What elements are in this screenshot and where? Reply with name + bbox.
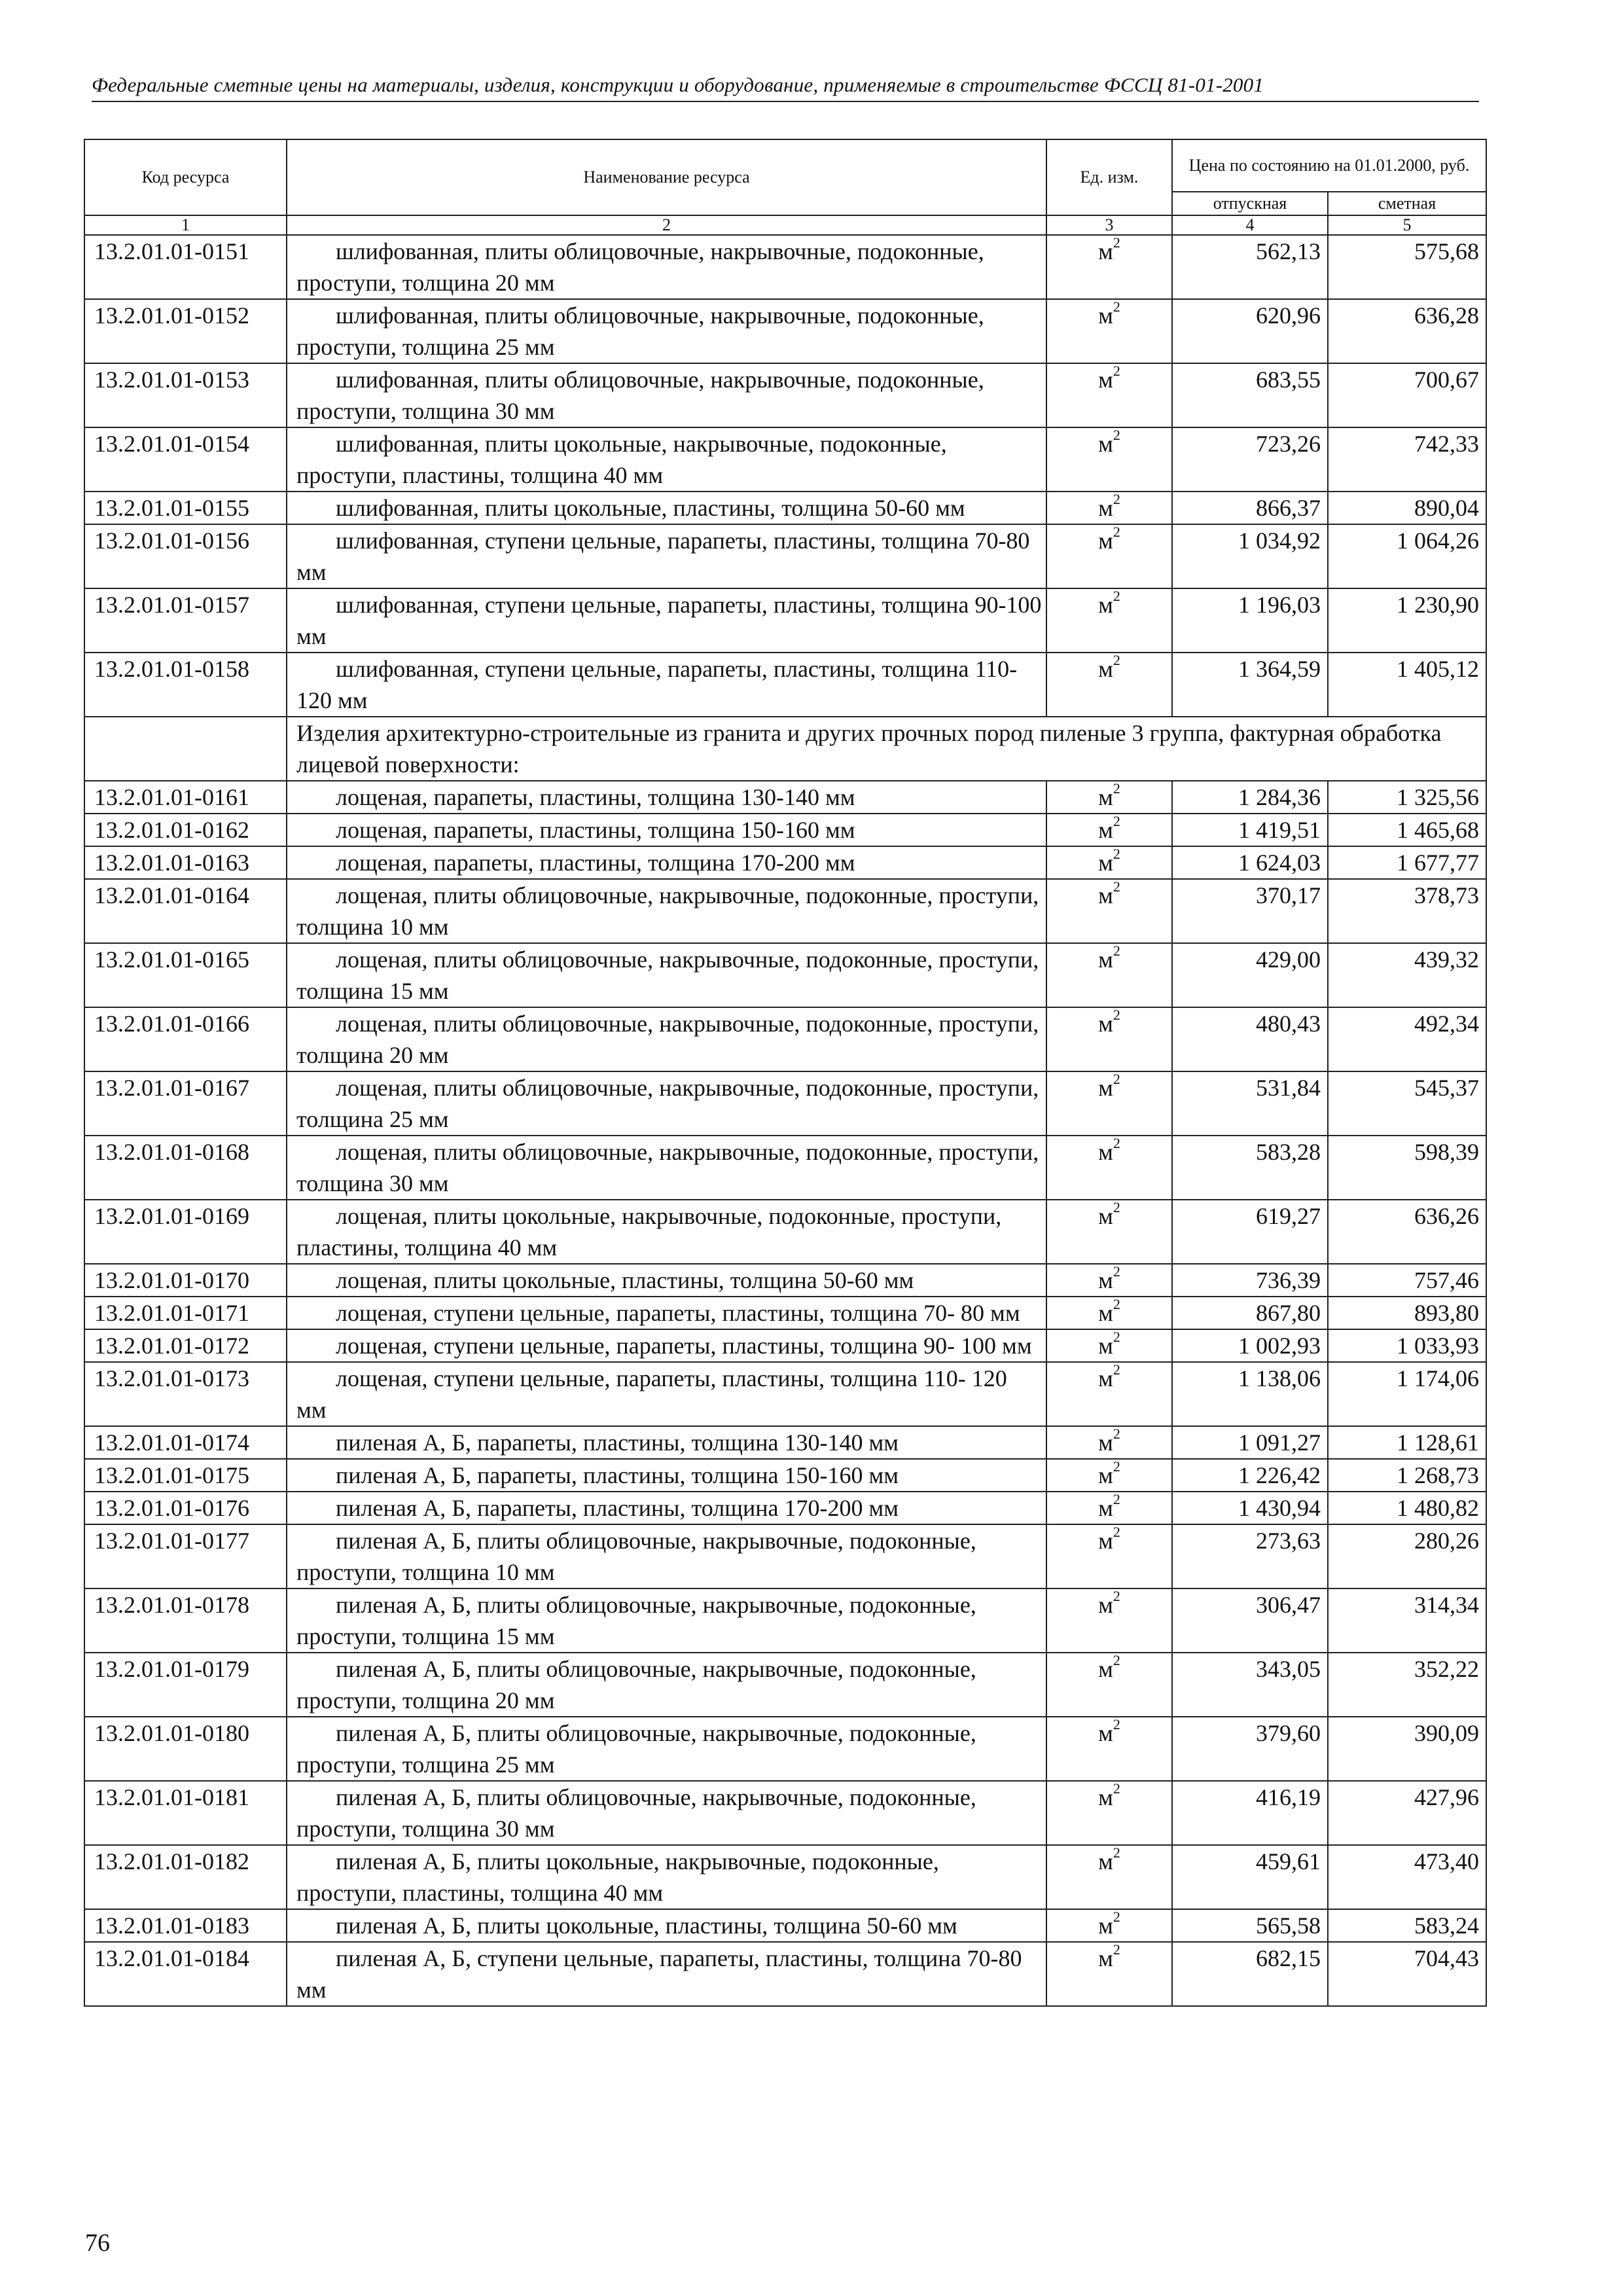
resource-name: лощеная, ступени цельные, парапеты, пластины, толщина 90- 100 мм	[287, 1329, 1046, 1362]
release-price: 619,27	[1172, 1200, 1328, 1264]
unit-cell	[1046, 1909, 1172, 1942]
unit-base: м	[1098, 882, 1113, 908]
resource-code: 13.2.01.01-0184	[84, 1942, 287, 2006]
col-number: 5	[1328, 215, 1486, 235]
resource-code: 13.2.01.01-0158	[84, 653, 287, 717]
unit-cell	[1046, 1200, 1172, 1264]
resource-name: пиленая А, Б, плиты облицовочные, накрывочные, подоконные, проступи, толщина 30 мм	[287, 1781, 1046, 1845]
resource-code: 13.2.01.01-0174	[84, 1426, 287, 1459]
table-row	[84, 1909, 1486, 1942]
resource-name: лощеная, парапеты, пластины, толщина 150-160 мм	[287, 814, 1046, 846]
resource-name: пиленая А, Б, парапеты, пластины, толщина 170-200 мм	[287, 1492, 1046, 1524]
col-header-code: Код ресурса	[84, 139, 287, 215]
unit-exponent: 2	[1113, 1426, 1120, 1442]
table-row	[84, 1524, 1486, 1588]
unit-exponent: 2	[1113, 588, 1120, 604]
resource-code: 13.2.01.01-0182	[84, 1845, 287, 1909]
section-code-cell	[84, 717, 287, 781]
table-row	[84, 1071, 1486, 1136]
table-row	[84, 1717, 1486, 1781]
table-row	[84, 943, 1486, 1007]
col-header-estimate: сметная	[1328, 192, 1486, 215]
resource-code: 13.2.01.01-0155	[84, 492, 287, 524]
unit-base: м	[1098, 431, 1113, 457]
estimate-price: 280,26	[1328, 1524, 1486, 1588]
resource-code: 13.2.01.01-0179	[84, 1653, 287, 1717]
resource-name: пиленая А, Б, плиты цокольные, накрывочные, подоконные, проступи, пластины, толщина 40 мм	[287, 1845, 1046, 1909]
estimate-price: 636,26	[1328, 1200, 1486, 1264]
resource-code: 13.2.01.01-0161	[84, 781, 287, 814]
release-price: 562,13	[1172, 235, 1328, 299]
estimate-price: 1 405,12	[1328, 653, 1486, 717]
unit-base: м	[1098, 946, 1113, 973]
release-price: 480,43	[1172, 1007, 1328, 1071]
release-price: 531,84	[1172, 1071, 1328, 1136]
estimate-price: 1 325,56	[1328, 781, 1486, 814]
resource-code: 13.2.01.01-0165	[84, 943, 287, 1007]
unit-exponent: 2	[1113, 1361, 1120, 1378]
resource-code: 13.2.01.01-0176	[84, 1492, 287, 1524]
unit-cell	[1046, 524, 1172, 588]
unit-exponent: 2	[1113, 1458, 1120, 1475]
resource-code: 13.2.01.01-0151	[84, 235, 287, 299]
unit-cell	[1046, 1362, 1172, 1426]
resource-name: лощеная, парапеты, пластины, толщина 130-140 мм	[287, 781, 1046, 814]
unit-cell	[1046, 363, 1172, 427]
release-price: 273,63	[1172, 1524, 1328, 1588]
table-row	[84, 1942, 1486, 2006]
section-row	[84, 717, 1486, 781]
unit-exponent: 2	[1113, 427, 1120, 443]
table-row	[84, 363, 1486, 427]
release-price: 1 002,93	[1172, 1329, 1328, 1362]
unit-cell	[1046, 943, 1172, 1007]
unit-cell	[1046, 814, 1172, 846]
estimate-price: 473,40	[1328, 1845, 1486, 1909]
unit-base: м	[1098, 1912, 1113, 1939]
estimate-price: 1 677,77	[1328, 846, 1486, 879]
table-row	[84, 1459, 1486, 1492]
unit-base: м	[1098, 850, 1113, 876]
unit-base: м	[1098, 367, 1113, 393]
unit-cell	[1046, 653, 1172, 717]
unit-cell	[1046, 1329, 1172, 1362]
estimate-price: 598,39	[1328, 1136, 1486, 1200]
resource-code: 13.2.01.01-0175	[84, 1459, 287, 1492]
estimate-price: 890,04	[1328, 492, 1486, 524]
unit-base: м	[1098, 1656, 1113, 1682]
unit-exponent: 2	[1113, 1329, 1120, 1345]
unit-exponent: 2	[1113, 1716, 1120, 1732]
unit-base: м	[1098, 495, 1113, 521]
unit-exponent: 2	[1113, 1296, 1120, 1312]
resource-code: 13.2.01.01-0169	[84, 1200, 287, 1264]
unit-cell	[1046, 1136, 1172, 1200]
unit-exponent: 2	[1113, 813, 1120, 829]
col-number: 3	[1046, 215, 1172, 235]
estimate-price: 636,28	[1328, 299, 1486, 363]
table-row	[84, 879, 1486, 943]
release-price: 1 091,27	[1172, 1426, 1328, 1459]
resource-code: 13.2.01.01-0180	[84, 1717, 287, 1781]
unit-exponent: 2	[1113, 363, 1120, 379]
resource-code: 13.2.01.01-0167	[84, 1071, 287, 1136]
resource-code: 13.2.01.01-0163	[84, 846, 287, 879]
estimate-price: 1 174,06	[1328, 1362, 1486, 1426]
resource-name: лощеная, плиты цокольные, пластины, толщина 50-60 мм	[287, 1264, 1046, 1297]
estimate-price: 427,96	[1328, 1781, 1486, 1845]
unit-base: м	[1098, 528, 1113, 554]
resource-code: 13.2.01.01-0156	[84, 524, 287, 588]
resource-name: пиленая А, Б, парапеты, пластины, толщина 150-160 мм	[287, 1459, 1046, 1492]
estimate-price: 352,22	[1328, 1653, 1486, 1717]
resource-name: пиленая А, Б, плиты цокольные, пластины, толщина 50-60 мм	[287, 1909, 1046, 1942]
unit-base: м	[1098, 817, 1113, 843]
unit-base: м	[1098, 302, 1113, 329]
unit-cell	[1046, 1588, 1172, 1653]
release-price: 867,80	[1172, 1297, 1328, 1329]
unit-exponent: 2	[1113, 1199, 1120, 1215]
resource-code: 13.2.01.01-0177	[84, 1524, 287, 1588]
unit-exponent: 2	[1113, 878, 1120, 895]
table-row	[84, 653, 1486, 717]
release-price: 1 226,42	[1172, 1459, 1328, 1492]
release-price: 416,19	[1172, 1781, 1328, 1845]
table-row	[84, 1136, 1486, 1200]
resource-name: лощеная, плиты цокольные, накрывочные, подоконные, проступи, пластины, толщина 40 мм	[287, 1200, 1046, 1264]
unit-cell	[1046, 235, 1172, 299]
unit-cell	[1046, 1492, 1172, 1524]
resource-code: 13.2.01.01-0162	[84, 814, 287, 846]
release-price: 583,28	[1172, 1136, 1328, 1200]
table-row	[84, 1492, 1486, 1524]
unit-cell	[1046, 1942, 1172, 2006]
estimate-price: 893,80	[1328, 1297, 1486, 1329]
table-row	[84, 1588, 1486, 1653]
unit-base: м	[1098, 1784, 1113, 1810]
resource-code: 13.2.01.01-0170	[84, 1264, 287, 1297]
unit-cell	[1046, 492, 1172, 524]
unit-base: м	[1098, 1139, 1113, 1165]
unit-exponent: 2	[1113, 1263, 1120, 1280]
col-number: 4	[1172, 215, 1328, 235]
unit-base: м	[1098, 1592, 1113, 1618]
estimate-price: 439,32	[1328, 943, 1486, 1007]
unit-base: м	[1098, 238, 1113, 264]
estimate-price: 575,68	[1328, 235, 1486, 299]
unit-exponent: 2	[1113, 1941, 1120, 1958]
resource-code: 13.2.01.01-0171	[84, 1297, 287, 1329]
resource-code: 13.2.01.01-0153	[84, 363, 287, 427]
estimate-price: 1 128,61	[1328, 1426, 1486, 1459]
unit-exponent: 2	[1113, 1780, 1120, 1797]
unit-base: м	[1098, 1267, 1113, 1293]
unit-cell	[1046, 1264, 1172, 1297]
col-number: 2	[287, 215, 1046, 235]
release-price: 866,37	[1172, 492, 1328, 524]
estimate-price: 757,46	[1328, 1264, 1486, 1297]
estimate-price: 1 465,68	[1328, 814, 1486, 846]
resource-name: шлифованная, плиты цокольные, накрывочные, подоконные, проступи, пластины, толщина 40 мм	[287, 427, 1046, 492]
release-price: 1 284,36	[1172, 781, 1328, 814]
table-row	[84, 524, 1486, 588]
unit-exponent: 2	[1113, 652, 1120, 668]
section-title: Изделия архитектурно-строительные из гранита и других прочных пород пиленые 3 группа, фактурная обработка лицевой поверхности:	[287, 717, 1486, 781]
release-price: 306,47	[1172, 1588, 1328, 1653]
table-row	[84, 1200, 1486, 1264]
table-row	[84, 1362, 1486, 1426]
resource-code: 13.2.01.01-0173	[84, 1362, 287, 1426]
resource-code: 13.2.01.01-0166	[84, 1007, 287, 1071]
estimate-price: 742,33	[1328, 427, 1486, 492]
unit-cell	[1046, 1007, 1172, 1071]
table-row	[84, 299, 1486, 363]
unit-exponent: 2	[1113, 234, 1120, 251]
price-table	[84, 139, 1487, 2007]
table-row	[84, 1007, 1486, 1071]
release-price: 683,55	[1172, 363, 1328, 427]
estimate-price: 545,37	[1328, 1071, 1486, 1136]
table-row	[84, 781, 1486, 814]
table-row	[84, 1845, 1486, 1909]
resource-name: шлифованная, ступени цельные, парапеты, пластины, толщина 110-120 мм	[287, 653, 1046, 717]
table-row	[84, 1297, 1486, 1329]
resource-code: 13.2.01.01-0181	[84, 1781, 287, 1845]
table-row	[84, 235, 1486, 299]
estimate-price: 1 033,93	[1328, 1329, 1486, 1362]
unit-cell	[1046, 1717, 1172, 1781]
release-price: 1 419,51	[1172, 814, 1328, 846]
resource-name: пиленая А, Б, ступени цельные, парапеты, пластины, толщина 70-80 мм	[287, 1942, 1046, 2006]
col-header-unit: Ед. изм.	[1046, 139, 1172, 215]
unit-cell	[1046, 1297, 1172, 1329]
unit-base: м	[1098, 1528, 1113, 1554]
resource-name: лощеная, ступени цельные, парапеты, пластины, толщина 110- 120 мм	[287, 1362, 1046, 1426]
table-row	[84, 588, 1486, 653]
unit-base: м	[1098, 1365, 1113, 1391]
release-price: 429,00	[1172, 943, 1328, 1007]
resource-name: пиленая А, Б, парапеты, пластины, толщина 130-140 мм	[287, 1426, 1046, 1459]
unit-base: м	[1098, 1333, 1113, 1359]
release-price: 1 138,06	[1172, 1362, 1328, 1426]
table-row	[84, 492, 1486, 524]
release-price: 682,15	[1172, 1942, 1328, 2006]
resource-code: 13.2.01.01-0152	[84, 299, 287, 363]
table-row	[84, 814, 1486, 846]
resource-code: 13.2.01.01-0172	[84, 1329, 287, 1362]
unit-cell	[1046, 1071, 1172, 1136]
unit-exponent: 2	[1113, 846, 1120, 862]
estimate-price: 583,24	[1328, 1909, 1486, 1942]
release-price: 459,61	[1172, 1845, 1328, 1909]
estimate-price: 314,34	[1328, 1588, 1486, 1653]
unit-exponent: 2	[1113, 491, 1120, 507]
col-number: 1	[84, 215, 287, 235]
resource-name: лощеная, плиты облицовочные, накрывочные, подоконные, проступи, толщина 10 мм	[287, 879, 1046, 943]
unit-base: м	[1098, 784, 1113, 810]
unit-exponent: 2	[1113, 780, 1120, 797]
release-price: 1 364,59	[1172, 653, 1328, 717]
estimate-price: 378,73	[1328, 879, 1486, 943]
unit-exponent: 2	[1113, 1524, 1120, 1540]
unit-cell	[1046, 299, 1172, 363]
unit-base: м	[1098, 1720, 1113, 1746]
release-price: 379,60	[1172, 1717, 1328, 1781]
resource-name: шлифованная, ступени цельные, парапеты, пластины, толщина 70-80 мм	[287, 524, 1046, 588]
resource-name: пиленая А, Б, плиты облицовочные, накрывочные, подоконные, проступи, толщина 20 мм	[287, 1653, 1046, 1717]
col-header-price-group: Цена по состоянию на 01.01.2000, руб.	[1172, 139, 1486, 192]
unit-cell	[1046, 588, 1172, 653]
estimate-price: 1 268,73	[1328, 1459, 1486, 1492]
unit-cell	[1046, 1524, 1172, 1588]
resource-code: 13.2.01.01-0157	[84, 588, 287, 653]
resource-name: шлифованная, плиты облицовочные, накрывочные, подоконные, проступи, толщина 20 мм	[287, 235, 1046, 299]
resource-name: пиленая А, Б, плиты облицовочные, накрывочные, подоконные, проступи, толщина 25 мм	[287, 1717, 1046, 1781]
unit-exponent: 2	[1113, 1588, 1120, 1604]
resource-name: лощеная, ступени цельные, парапеты, пластины, толщина 70- 80 мм	[287, 1297, 1046, 1329]
unit-base: м	[1098, 592, 1113, 618]
unit-cell	[1046, 427, 1172, 492]
unit-base: м	[1098, 1848, 1113, 1874]
resource-name: лощеная, парапеты, пластины, толщина 170-200 мм	[287, 846, 1046, 879]
release-price: 370,17	[1172, 879, 1328, 943]
unit-base: м	[1098, 1011, 1113, 1037]
release-price: 1 624,03	[1172, 846, 1328, 879]
col-header-name: Наименование ресурса	[287, 139, 1046, 215]
unit-exponent: 2	[1113, 942, 1120, 959]
resource-code: 13.2.01.01-0164	[84, 879, 287, 943]
estimate-price: 1 064,26	[1328, 524, 1486, 588]
unit-exponent: 2	[1113, 1652, 1120, 1668]
estimate-price: 700,67	[1328, 363, 1486, 427]
table-row	[84, 1781, 1486, 1845]
unit-exponent: 2	[1113, 1135, 1120, 1151]
unit-exponent: 2	[1113, 1007, 1120, 1023]
release-price: 343,05	[1172, 1653, 1328, 1717]
release-price: 1 430,94	[1172, 1492, 1328, 1524]
unit-cell	[1046, 781, 1172, 814]
release-price: 565,58	[1172, 1909, 1328, 1942]
col-header-release: отпускная	[1172, 192, 1328, 215]
resource-name: лощеная, плиты облицовочные, накрывочные, подоконные, проступи, толщина 30 мм	[287, 1136, 1046, 1200]
unit-base: м	[1098, 1462, 1113, 1488]
resource-code: 13.2.01.01-0183	[84, 1909, 287, 1942]
release-price: 1 034,92	[1172, 524, 1328, 588]
unit-base: м	[1098, 1429, 1113, 1456]
release-price: 736,39	[1172, 1264, 1328, 1297]
unit-base: м	[1098, 656, 1113, 682]
unit-exponent: 2	[1113, 298, 1120, 315]
unit-cell	[1046, 1426, 1172, 1459]
table-row	[84, 1329, 1486, 1362]
unit-base: м	[1098, 1300, 1113, 1326]
estimate-price: 1 480,82	[1328, 1492, 1486, 1524]
resource-name: лощеная, плиты облицовочные, накрывочные, подоконные, проступи, толщина 20 мм	[287, 1007, 1046, 1071]
unit-base: м	[1098, 1945, 1113, 1971]
estimate-price: 1 230,90	[1328, 588, 1486, 653]
estimate-price: 704,43	[1328, 1942, 1486, 2006]
table-row	[84, 1426, 1486, 1459]
running-header: Федеральные сметные цены на материалы, изделия, конструкции и оборудование, применяемые в строительстве ФССЦ 81-01-2001	[92, 73, 1479, 102]
unit-exponent: 2	[1113, 1071, 1120, 1087]
unit-base: м	[1098, 1075, 1113, 1101]
resource-name: шлифованная, ступени цельные, парапеты, пластины, толщина 90-100 мм	[287, 588, 1046, 653]
release-price: 1 196,03	[1172, 588, 1328, 653]
resource-name: шлифованная, плиты облицовочные, накрывочные, подоконные, проступи, толщина 30 мм	[287, 363, 1046, 427]
release-price: 620,96	[1172, 299, 1328, 363]
table-row	[84, 427, 1486, 492]
unit-base: м	[1098, 1203, 1113, 1229]
table-row	[84, 846, 1486, 879]
resource-name: лощеная, плиты облицовочные, накрывочные, подоконные, проступи, толщина 15 мм	[287, 943, 1046, 1007]
unit-cell	[1046, 1653, 1172, 1717]
estimate-price: 390,09	[1328, 1717, 1486, 1781]
unit-exponent: 2	[1113, 1909, 1120, 1925]
table-row	[84, 1264, 1486, 1297]
resource-name: шлифованная, плиты цокольные, пластины, толщина 50-60 мм	[287, 492, 1046, 524]
resource-code: 13.2.01.01-0178	[84, 1588, 287, 1653]
resource-name: пиленая А, Б, плиты облицовочные, накрывочные, подоконные, проступи, толщина 10 мм	[287, 1524, 1046, 1588]
unit-base: м	[1098, 1495, 1113, 1521]
estimate-price: 492,34	[1328, 1007, 1486, 1071]
unit-cell	[1046, 1459, 1172, 1492]
release-price: 723,26	[1172, 427, 1328, 492]
unit-exponent: 2	[1113, 1844, 1120, 1861]
resource-name: шлифованная, плиты облицовочные, накрывочные, подоконные, проступи, толщина 25 мм	[287, 299, 1046, 363]
unit-cell	[1046, 879, 1172, 943]
unit-exponent: 2	[1113, 1491, 1120, 1507]
unit-cell	[1046, 1781, 1172, 1845]
resource-name: лощеная, плиты облицовочные, накрывочные, подоконные, проступи, толщина 25 мм	[287, 1071, 1046, 1136]
unit-cell	[1046, 1845, 1172, 1909]
table-row	[84, 1653, 1486, 1717]
resource-name: пиленая А, Б, плиты облицовочные, накрывочные, подоконные, проступи, толщина 15 мм	[287, 1588, 1046, 1653]
unit-exponent: 2	[1113, 524, 1120, 540]
unit-cell	[1046, 846, 1172, 879]
page-number: 76	[85, 2229, 110, 2257]
resource-code: 13.2.01.01-0154	[84, 427, 287, 492]
resource-code: 13.2.01.01-0168	[84, 1136, 287, 1200]
